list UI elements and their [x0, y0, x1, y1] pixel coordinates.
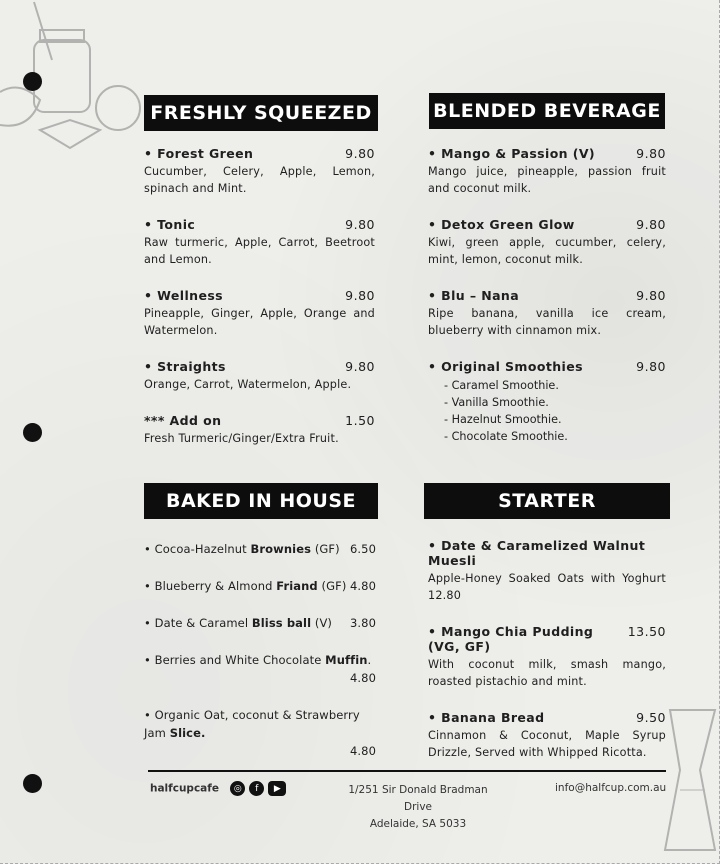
menu-item-price: 9.80	[345, 288, 375, 303]
menu-item-name-text: Banana Bread	[441, 710, 545, 725]
baked-item-prefix: • Cocoa-Hazelnut	[144, 542, 251, 556]
menu-item-name: • Original Smoothies	[428, 359, 583, 374]
menu-item-description	[428, 305, 666, 339]
smoothie-option: - Chocolate Smoothie.	[444, 428, 666, 445]
menu-item-price: 12.80	[428, 589, 462, 602]
brand-name: halfcupcafe	[150, 782, 219, 795]
baked-item-suffix: (V)	[311, 616, 333, 630]
menu-item-name-text: Detox Green Glow	[441, 217, 575, 232]
footer-email[interactable]: info@halfcup.com.au	[555, 782, 667, 794]
baked-item-suffix: (GF)	[311, 542, 340, 556]
menu-item-name: • Tonic	[144, 217, 196, 232]
menu-item-description-text: Cucumber, Celery, Apple, Lemon, spinach and Mint.	[144, 165, 375, 195]
address-line-2: Adelaide, SA 5033	[369, 818, 467, 830]
baked-in-house-list	[144, 540, 376, 779]
baked-item-prefix: • Organic Oat, coconut & Strawberry Jam	[144, 708, 360, 740]
baked-item-row	[144, 577, 376, 595]
section-heading-freshly-squeezed: FRESHLY SQUEEZED	[144, 95, 378, 131]
menu-item-price: 9.80	[345, 359, 375, 374]
menu-item-description	[428, 163, 666, 197]
menu-item-description-text: Pineapple, Ginger, Apple, Orange and Watermelon.	[144, 307, 375, 337]
menu-item	[144, 288, 375, 339]
menu-item-description	[144, 305, 375, 339]
baked-item-price-row	[144, 742, 376, 760]
baked-item-text	[144, 614, 332, 632]
menu-item-name-text: Mango Chia Pudding (VG, GF)	[428, 624, 594, 654]
menu-item-name: • Mango & Passion (V)	[428, 146, 596, 161]
menu-item-price: 9.80	[345, 146, 375, 161]
menu-item-name-text: Mango & Passion (V)	[441, 146, 596, 161]
menu-item-name: • Straights	[144, 359, 226, 374]
address-line-1: 1/251 Sir Donald Bradman Drive	[348, 784, 488, 813]
menu-item	[144, 217, 375, 268]
menu-item-price: 9.50	[636, 710, 666, 725]
baked-item	[144, 651, 376, 687]
section-heading-baked-in-house: BAKED IN HOUSE	[144, 483, 378, 519]
baked-item-text	[144, 540, 340, 558]
blended-beverage-list	[428, 146, 666, 465]
menu-item-name: • Detox Green Glow	[428, 217, 575, 232]
menu-item-description-text: Apple-Honey Soaked Oats with Yoghurt	[428, 572, 666, 585]
baked-item-prefix: • Berries and White Chocolate	[144, 653, 326, 667]
binder-hole	[23, 774, 42, 793]
menu-item-header	[428, 359, 666, 374]
section-heading-starter: STARTER	[424, 483, 670, 519]
binder-hole	[23, 423, 42, 442]
freshly-squeezed-list	[144, 146, 375, 467]
menu-item-header	[144, 217, 375, 232]
menu-item-description	[428, 234, 666, 268]
baked-item-price: 6.50	[349, 542, 376, 556]
menu-item	[144, 413, 375, 447]
menu-item-description-text: Orange, Carrot, Watermelon, Apple.	[144, 378, 352, 391]
coffee-pot-sketch-icon	[660, 700, 720, 864]
baked-item-prefix: • Date & Caramel	[144, 616, 252, 630]
menu-item-name: • Date & Caramelized Walnut Muesli	[428, 538, 646, 568]
baked-item	[144, 540, 376, 558]
menu-item	[428, 288, 666, 339]
menu-item-header	[144, 146, 375, 161]
menu-item-price: 13.50	[627, 624, 666, 639]
footer-address	[333, 782, 503, 833]
baked-item	[144, 706, 376, 760]
baked-item-suffix: .	[367, 653, 372, 667]
menu-item	[144, 359, 375, 393]
baked-item-text	[144, 651, 376, 669]
smoothie-option: - Vanilla Smoothie.	[444, 394, 666, 411]
menu-item-name: • Forest Green	[144, 146, 254, 161]
footer-brand	[150, 781, 286, 796]
menu-item-price: 9.80	[636, 359, 666, 374]
menu-item	[428, 146, 666, 197]
menu-item-name-text: Wellness	[157, 288, 224, 303]
menu-item-description-text: Ripe banana, vanilla ice cream, blueberry with cinnamon mix.	[428, 307, 666, 337]
menu-item-name: • Wellness	[144, 288, 224, 303]
menu-item-name-text: Straights	[157, 359, 226, 374]
footer-divider	[148, 770, 666, 772]
menu-item-name-text: Forest Green	[157, 146, 254, 161]
menu-item	[144, 146, 375, 197]
smoothie-option: - Caramel Smoothie.	[444, 377, 666, 394]
baked-item	[144, 577, 376, 595]
menu-item-name-text: Original Smoothies	[441, 359, 583, 374]
menu-item-description	[428, 727, 666, 761]
youtube-icon[interactable]: ▶	[268, 781, 286, 796]
menu-item-price: 1.50	[345, 413, 375, 428]
baked-item-row	[144, 614, 376, 632]
menu-item-header	[144, 413, 375, 428]
menu-item-name-text: Blu – Nana	[441, 288, 520, 303]
binder-hole	[23, 72, 42, 91]
baked-item-prefix: • Blueberry & Almond	[144, 579, 277, 593]
smoothie-options	[428, 377, 666, 445]
menu-item-description	[144, 376, 375, 393]
menu-item	[428, 359, 666, 445]
menu-item	[428, 710, 666, 761]
baked-item-price: 4.80	[349, 579, 376, 593]
menu-item-header	[428, 288, 666, 303]
menu-item-price: 9.80	[636, 288, 666, 303]
baked-item-row	[144, 540, 376, 558]
menu-item-header	[428, 146, 666, 161]
baked-item	[144, 614, 376, 632]
menu-item-description-text: Cinnamon & Coconut, Maple Syrup Drizzle, Served with Whipped Ricotta.	[428, 729, 666, 759]
baked-item-name: Slice.	[169, 726, 206, 740]
menu-item-description-text: Kiwi, green apple, cucumber, celery, mint, lemon, coconut milk.	[428, 236, 666, 266]
menu-item-name-text: *** Add on	[144, 413, 222, 428]
menu-item-description	[428, 656, 666, 690]
menu-item-header	[428, 217, 666, 232]
baked-item-price: 4.80	[349, 671, 376, 685]
menu-item-name: • Blu – Nana	[428, 288, 520, 303]
starter-list	[428, 538, 666, 781]
facebook-icon[interactable]: f	[249, 781, 264, 796]
menu-item	[428, 624, 666, 690]
menu-item-description-text: Fresh Turmeric/Ginger/Extra Fruit.	[144, 432, 339, 445]
menu-item-name: • Banana Bread	[428, 710, 545, 725]
menu-item-name-text: Date & Caramelized Walnut Muesli	[428, 538, 646, 568]
menu-item-description	[144, 430, 375, 447]
menu-item-header	[428, 538, 666, 568]
menu-item-header	[144, 288, 375, 303]
instagram-icon[interactable]: ◎	[230, 781, 245, 796]
baked-item-price-row	[144, 669, 376, 687]
menu-item-price: 9.80	[636, 217, 666, 232]
menu-item-header	[144, 359, 375, 374]
social-links	[230, 781, 286, 796]
baked-item-name: Muffin	[325, 653, 368, 667]
menu-item-name: • Mango Chia Pudding (VG, GF)	[428, 624, 594, 654]
baked-item-name: Brownies	[250, 542, 312, 556]
menu-item-description	[428, 570, 666, 604]
menu-item-description-text: Raw turmeric, Apple, Carrot, Beetroot and Lemon.	[144, 236, 375, 266]
menu-item	[428, 217, 666, 268]
smoothie-option: - Hazelnut Smoothie.	[444, 411, 666, 428]
baked-item-suffix: (GF)	[317, 579, 347, 593]
baked-item-price: 4.80	[349, 744, 376, 758]
section-heading-blended-beverage: BLENDED BEVERAGE	[429, 93, 665, 129]
menu-item-price: 9.80	[636, 146, 666, 161]
menu-item-name	[144, 413, 221, 428]
menu-item-description	[144, 163, 375, 197]
baked-item-name: Friand	[276, 579, 318, 593]
menu-item-name-text: Tonic	[157, 217, 196, 232]
menu-item-description-text: With coconut milk, smash mango, roasted pistachio and mint.	[428, 658, 666, 688]
menu-item-header	[428, 624, 666, 654]
menu-item-header	[428, 710, 666, 725]
baked-item-text	[144, 577, 346, 595]
baked-item-price: 3.80	[349, 616, 376, 630]
baked-item-text	[144, 706, 376, 742]
menu-item-description	[144, 234, 375, 268]
baked-item-name: Bliss ball	[251, 616, 312, 630]
menu-item	[428, 538, 666, 604]
menu-item-description-text: Mango juice, pineapple, passion fruit and coconut milk.	[428, 165, 666, 195]
menu-item-price: 9.80	[345, 217, 375, 232]
